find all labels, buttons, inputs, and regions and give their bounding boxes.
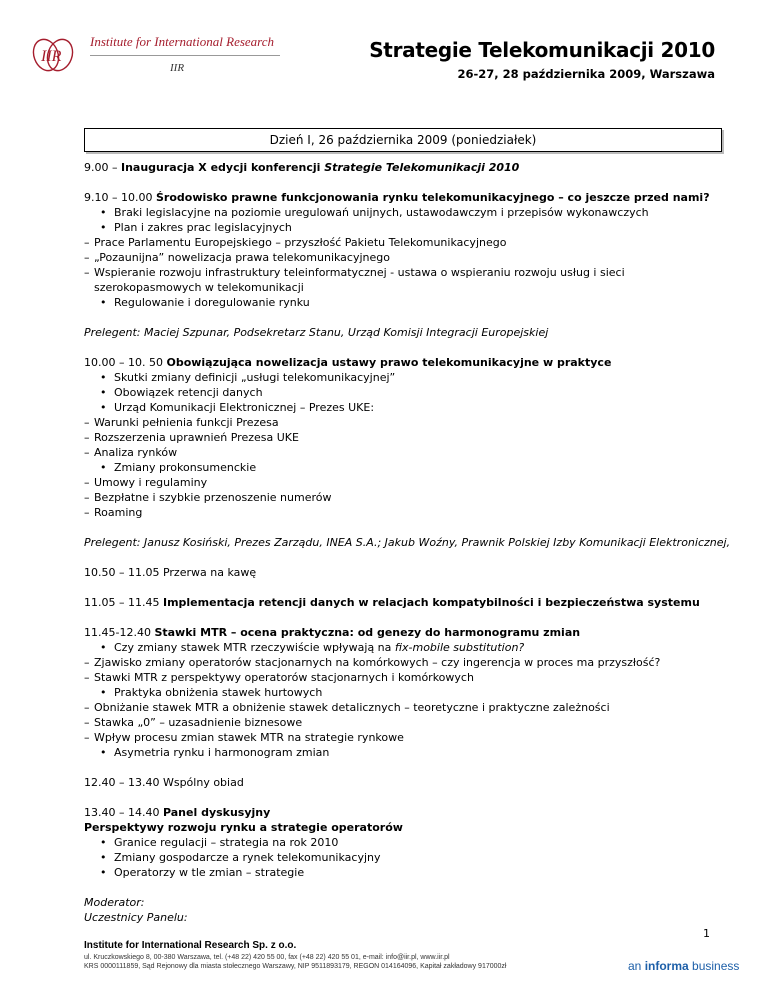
session-lunch: 12.40 – 13.40 Wspólny obiad xyxy=(84,776,244,789)
day-heading: Dzień I, 26 października 2009 (poniedziałek) xyxy=(84,128,722,152)
list-item: – Stawki MTR z perspektywy operatorów stacjonarnych i komórkowych xyxy=(84,670,734,685)
footer-company: Institute for International Research Sp. z o.o. xyxy=(84,940,297,951)
list-item: – Wspieranie rozwoju infrastruktury teleinformatycznej - ustawa o wspieraniu rozwoju usług i sieci szerokopasmowych w telekomunikacji xyxy=(84,265,734,295)
session-mtr-items xyxy=(84,640,734,760)
footer-address: ul. Kruczkowskiego 8, 00-380 Warszawa, tel. (+48 22) 420 55 00, fax (+48 22) 420 55 01, e-mail: info@iir.pl, www.iir.pl xyxy=(84,954,450,961)
list-item: – Umowy i regulaminy xyxy=(84,475,734,490)
list-item: • Plan i zakres prac legislacyjnych xyxy=(84,220,734,235)
list-item: – Rozszerzenia uprawnień Prezesa UKE xyxy=(84,430,734,445)
list-item: • Regulowanie i doregulowanie rynku xyxy=(84,295,734,310)
list-item: – Roaming xyxy=(84,505,734,520)
list-item: • Braki legislacyjne na poziomie uregulowań unijnych, ustawodawczym i przepisów wykonawczych xyxy=(84,205,734,220)
list-item: • Skutki zmiany definicji „usługi telekomunikacyjnej” xyxy=(84,370,734,385)
list-item: • Granice regulacji – strategia na rok 2010 xyxy=(84,835,734,850)
list-item: – Analiza rynków xyxy=(84,445,734,460)
panel-moderator: Moderator: xyxy=(84,896,145,909)
session-panel-items xyxy=(84,835,734,880)
page-number: 1 xyxy=(703,927,710,940)
panel-participants: Uczestnicy Panelu: xyxy=(84,911,188,924)
session-panel: 13.40 – 14.40 Panel dyskusyjny xyxy=(84,806,271,819)
list-item: – Obniżanie stawek MTR a obniżenie stawek detalicznych – teoretyczne i praktyczne zależności xyxy=(84,700,734,715)
list-item: • Zmiany gospodarcze a rynek telekomunikacyjny xyxy=(84,850,734,865)
list-item: • Zmiany prokonsumenckie xyxy=(84,460,734,475)
session-data-retention: 11.05 – 11.45 Implementacja retencji danych w relacjach kompatybilności i bezpieczeństwa systemu xyxy=(84,596,700,609)
session-legal-environment: 9.10 – 10.00 Środowisko prawne funkcjonowania rynku telekomunikacyjnego – co jeszcze przed nami? xyxy=(84,191,710,204)
informa-logo: an informa business xyxy=(628,959,740,973)
speaker-line: Prelegent: Janusz Kosiński, Prezes Zarządu, INEA S.A.; Jakub Woźny, Prawnik Polskiej Izby Komunikacji Elektronicznej, xyxy=(84,536,731,549)
list-item: • Operatorzy w tle zmian – strategie xyxy=(84,865,734,880)
list-item: • Urząd Komunikacji Elektronicznej – Prezes UKE: xyxy=(84,400,734,415)
list-item: – Prace Parlamentu Europejskiego – przyszłość Pakietu Telekomunikacyjnego xyxy=(84,235,734,250)
session-amendment: 10.00 – 10. 50 Obowiązująca nowelizacja ustawy prawo telekomunikacyjne w praktyce xyxy=(84,356,612,369)
list-item: – „Pozaunijna” nowelizacja prawa telekomunikacyjnego xyxy=(84,250,734,265)
list-item: – Stawka „0” – uzasadnienie biznesowe xyxy=(84,715,734,730)
session-mtr-rates: 11.45-12.40 Stawki MTR – ocena praktyczna: od genezy do harmonogramu zmian xyxy=(84,626,581,639)
list-item: • Obowiązek retencji danych xyxy=(84,385,734,400)
list-item: – Warunki pełnienia funkcji Prezesa xyxy=(84,415,734,430)
session-coffee-break: 10.50 – 11.05 Przerwa na kawę xyxy=(84,566,257,579)
list-item: – Zjawisko zmiany operatorów stacjonarnych na komórkowych – czy ingerencja w proces ma przyszłość? xyxy=(84,655,734,670)
logo-divider xyxy=(90,55,280,56)
session-legal-items xyxy=(84,205,734,310)
list-item: – Bezpłatne i szybkie przenoszenie numerów xyxy=(84,490,734,505)
conference-dates: 26-27, 28 października 2009, Warszawa xyxy=(457,67,715,81)
list-item: • Praktyka obniżenia stawek hurtowych xyxy=(84,685,734,700)
footer-registry: KRS 0000111859, Sąd Rejonowy dla miasta stołecznego Warszawy, NIP 9511893179, REGON 014164096, Kapitał zakładowy 917000zł xyxy=(84,963,507,970)
list-item: – Wpływ procesu zmian stawek MTR na strategie rynkowe xyxy=(84,730,734,745)
org-name: Institute for International Research xyxy=(90,34,275,49)
conference-title: Strategie Telekomunikacji 2010 xyxy=(369,38,715,62)
iir-logo-icon xyxy=(32,36,74,74)
list-item: • Czy zmiany stawek MTR rzeczywiście wpływają na fix-mobile substitution? xyxy=(84,640,734,655)
session-amendment-items xyxy=(84,370,734,520)
panel-subtitle: Perspektywy rozwoju rynku a strategie operatorów xyxy=(84,821,403,834)
session-inauguration: 9.00 – Inauguracja X edycji konferencji Strategie Telekomunikacji 2010 xyxy=(84,161,520,174)
speaker-line: Prelegent: Maciej Szpunar, Podsekretarz Stanu, Urząd Komisji Integracji Europejskiej xyxy=(84,326,549,339)
agenda xyxy=(84,160,734,925)
svg-text:IIR: IIR xyxy=(41,48,62,65)
org-abbr: IIR xyxy=(170,62,185,74)
list-item: • Asymetria rynku i harmonogram zmian xyxy=(84,745,734,760)
